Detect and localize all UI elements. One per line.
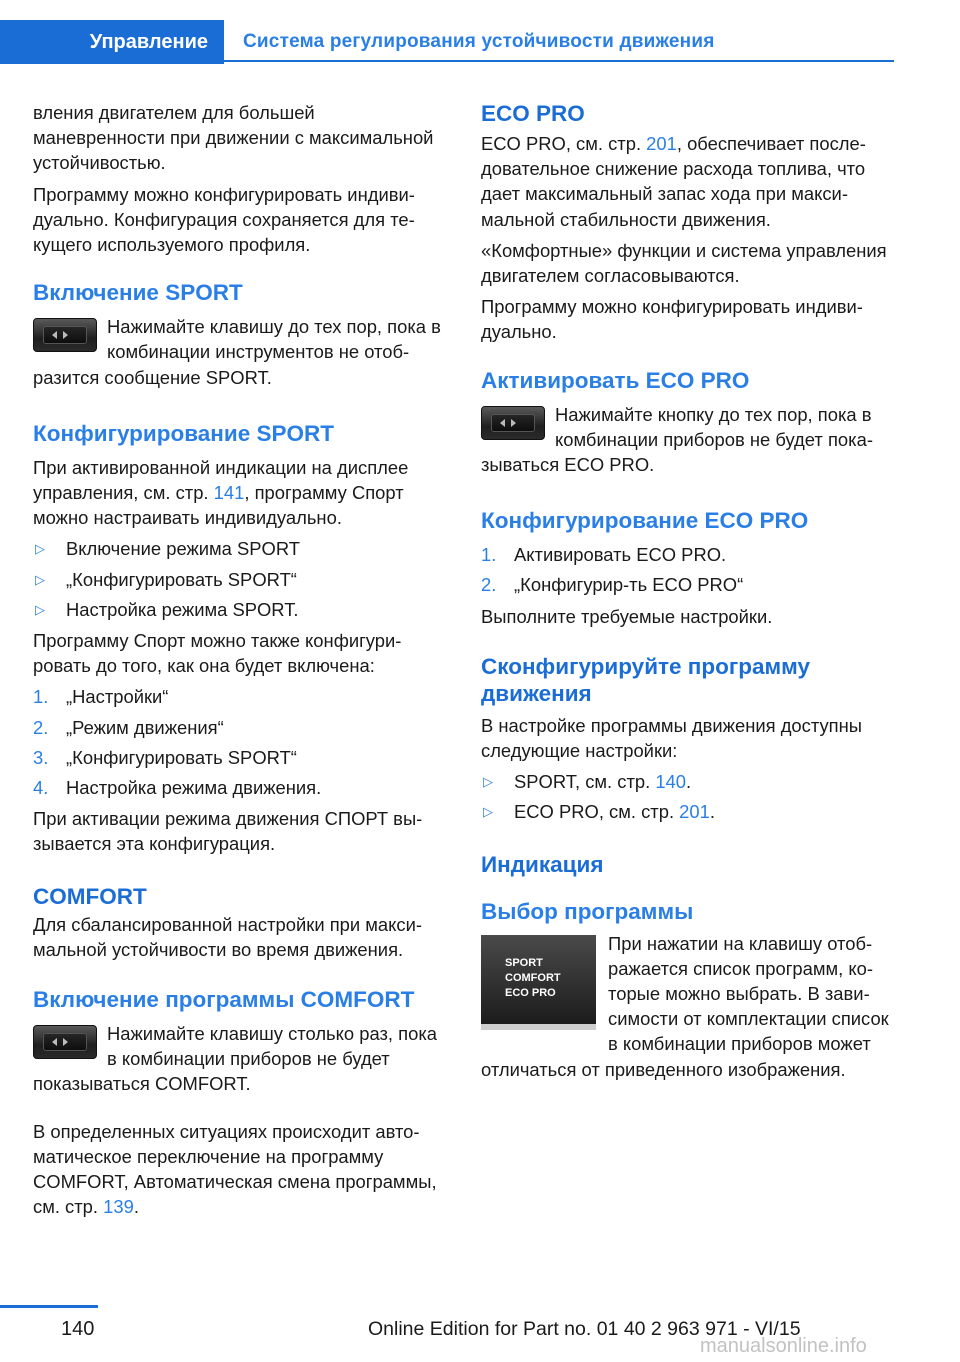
section-heading: ECO PRO bbox=[481, 101, 585, 126]
section-heading: Конфигурирование ECO PRO bbox=[481, 508, 809, 534]
page-number: 140 bbox=[61, 1318, 95, 1340]
list-item: ▷ Включение режима SPORT bbox=[33, 536, 451, 561]
toggle-switch-icon bbox=[481, 406, 545, 440]
right-column bbox=[481, 100, 897, 1082]
page-link[interactable]: 140 bbox=[655, 771, 687, 793]
paragraph: «Комфортные» функции и система управления двигателем согласовываются. bbox=[481, 239, 887, 287]
list-item: 1. „Настройки“ bbox=[33, 686, 169, 708]
numbered-list bbox=[481, 542, 897, 597]
instruction-text: Нажимайте клавишу до тех пор, пока в комбинации инструментов не отобразится сообщение SPORT. bbox=[33, 316, 441, 388]
paragraph: Программу можно конфигурировать индивидуально. bbox=[481, 296, 863, 343]
list-item: ▷ Настройка режима SPORT. bbox=[33, 597, 451, 622]
paragraph: Программу Спорт можно также конфигурировать до того, как она будет включена: bbox=[33, 630, 402, 677]
watermark: manualsonline.info bbox=[700, 1335, 867, 1357]
triangle-bullet-icon: ▷ bbox=[35, 541, 45, 557]
paragraph: ECO PRO, см. стр. 201, обеспечивает последовательное снижение расхода топлива, что дает максимальный запас хода при максимальной стабильности движения. bbox=[481, 133, 866, 230]
page-link[interactable]: 139 bbox=[103, 1196, 134, 1218]
section-heading: Выбор программы bbox=[481, 898, 694, 924]
bullet-list bbox=[33, 536, 451, 622]
screen-item: COMFORT bbox=[505, 971, 561, 984]
triangle-bullet-icon: ▷ bbox=[35, 601, 45, 617]
header-tab-label: Управление bbox=[89, 31, 208, 53]
paragraph: Программу можно конфигурировать индивидуально. Конфигурация сохраняется для текущего используемого профиля. bbox=[33, 183, 415, 256]
list-item: 4. Настройка режима движения. bbox=[33, 777, 322, 799]
paragraph: В определенных ситуациях происходит автоматическое переключение на программу COMFORT, Автоматическая смена программы, см. стр. 139. bbox=[33, 1120, 437, 1218]
bullet-list bbox=[481, 769, 897, 824]
edition-note: Online Edition for Part no. 01 40 2 963 971 - VI/15 bbox=[368, 1318, 801, 1340]
list-item: ▷ SPORT, см. стр. 140. bbox=[481, 769, 897, 794]
triangle-bullet-icon: ▷ bbox=[483, 804, 493, 820]
numbered-list bbox=[33, 684, 451, 800]
screen-item: ECO PRO bbox=[505, 986, 556, 999]
triangle-bullet-icon: ▷ bbox=[483, 774, 493, 790]
list-item: 2. „Режим движения“ bbox=[33, 716, 224, 738]
instruction-text: Нажимайте клавишу столько раз, пока в комбинации приборов не будет показываться COMFORT. bbox=[33, 1023, 437, 1095]
paragraph: При активации режима движения СПОРТ вызывается эта конфигурация. bbox=[33, 808, 423, 855]
header-rule bbox=[224, 60, 894, 62]
list-item: ▷ „Конфигурировать SPORT“ bbox=[33, 567, 451, 592]
section-heading: Активировать ECO PRO bbox=[481, 367, 750, 393]
section-heading: Включение программы COMFORT bbox=[33, 987, 415, 1013]
section-heading: Сконфигурируйте программу движения bbox=[481, 653, 811, 706]
program-select-block bbox=[481, 931, 897, 1082]
triangle-bullet-icon: ▷ bbox=[35, 571, 45, 587]
section-heading: Индикация bbox=[481, 851, 604, 877]
program-list-screen bbox=[481, 935, 596, 1030]
list-item: 3. „Конфигурировать SPORT“ bbox=[33, 746, 297, 768]
section-heading: Конфигурирование SPORT bbox=[33, 420, 334, 446]
toggle-switch-icon bbox=[33, 1025, 97, 1059]
comfort-instruction bbox=[33, 1021, 451, 1097]
page-link[interactable]: 201 bbox=[679, 801, 710, 823]
instruction-text: При нажатии на клавишу отображается список программ, которые можно выбрать. В зависимости от комплектации список в комбинации приборов может отличаться от приведенного изображения. bbox=[481, 932, 889, 1080]
paragraph: При активированной индикации на дисплее управления, см. стр. 141, программу Спорт можно настраивать индивидуально. bbox=[33, 456, 409, 529]
sport-instruction bbox=[33, 314, 451, 390]
paragraph: Выполните требуемые настройки. bbox=[481, 605, 773, 627]
page-link[interactable]: 141 bbox=[213, 482, 245, 504]
paragraph: В настройке программы движения доступны следующие настройки: bbox=[481, 714, 863, 762]
left-column bbox=[33, 100, 451, 1226]
eco-instruction bbox=[481, 402, 897, 478]
paragraph: Для сбалансированной настройки при максимальной устойчивости во время движения. bbox=[33, 913, 422, 960]
page-link[interactable]: 201 bbox=[646, 133, 677, 154]
section-heading: COMFORT bbox=[33, 883, 147, 909]
list-item: ▷ ECO PRO, см. стр. 201. bbox=[481, 799, 897, 824]
paragraph: вления двигателем для большей маневренности при движении с максимальной устойчивостью. bbox=[33, 102, 434, 174]
section-heading: Включение SPORT bbox=[33, 280, 243, 306]
toggle-switch-icon bbox=[33, 318, 97, 352]
instruction-text: Нажимайте кнопку до тех пор, пока в комбинации приборов не будет показываться ECO PRO. bbox=[481, 403, 873, 476]
list-item: 1. Активировать ECO PRO. bbox=[481, 544, 727, 566]
screen-item: SPORT bbox=[505, 956, 543, 969]
footer-rule bbox=[0, 1305, 98, 1308]
header-subtitle: Система регулирования устойчивости движения bbox=[243, 31, 715, 52]
header-tab bbox=[0, 20, 224, 64]
list-item: 2. „Конфигурир-ть ECO PRO“ bbox=[481, 574, 744, 596]
